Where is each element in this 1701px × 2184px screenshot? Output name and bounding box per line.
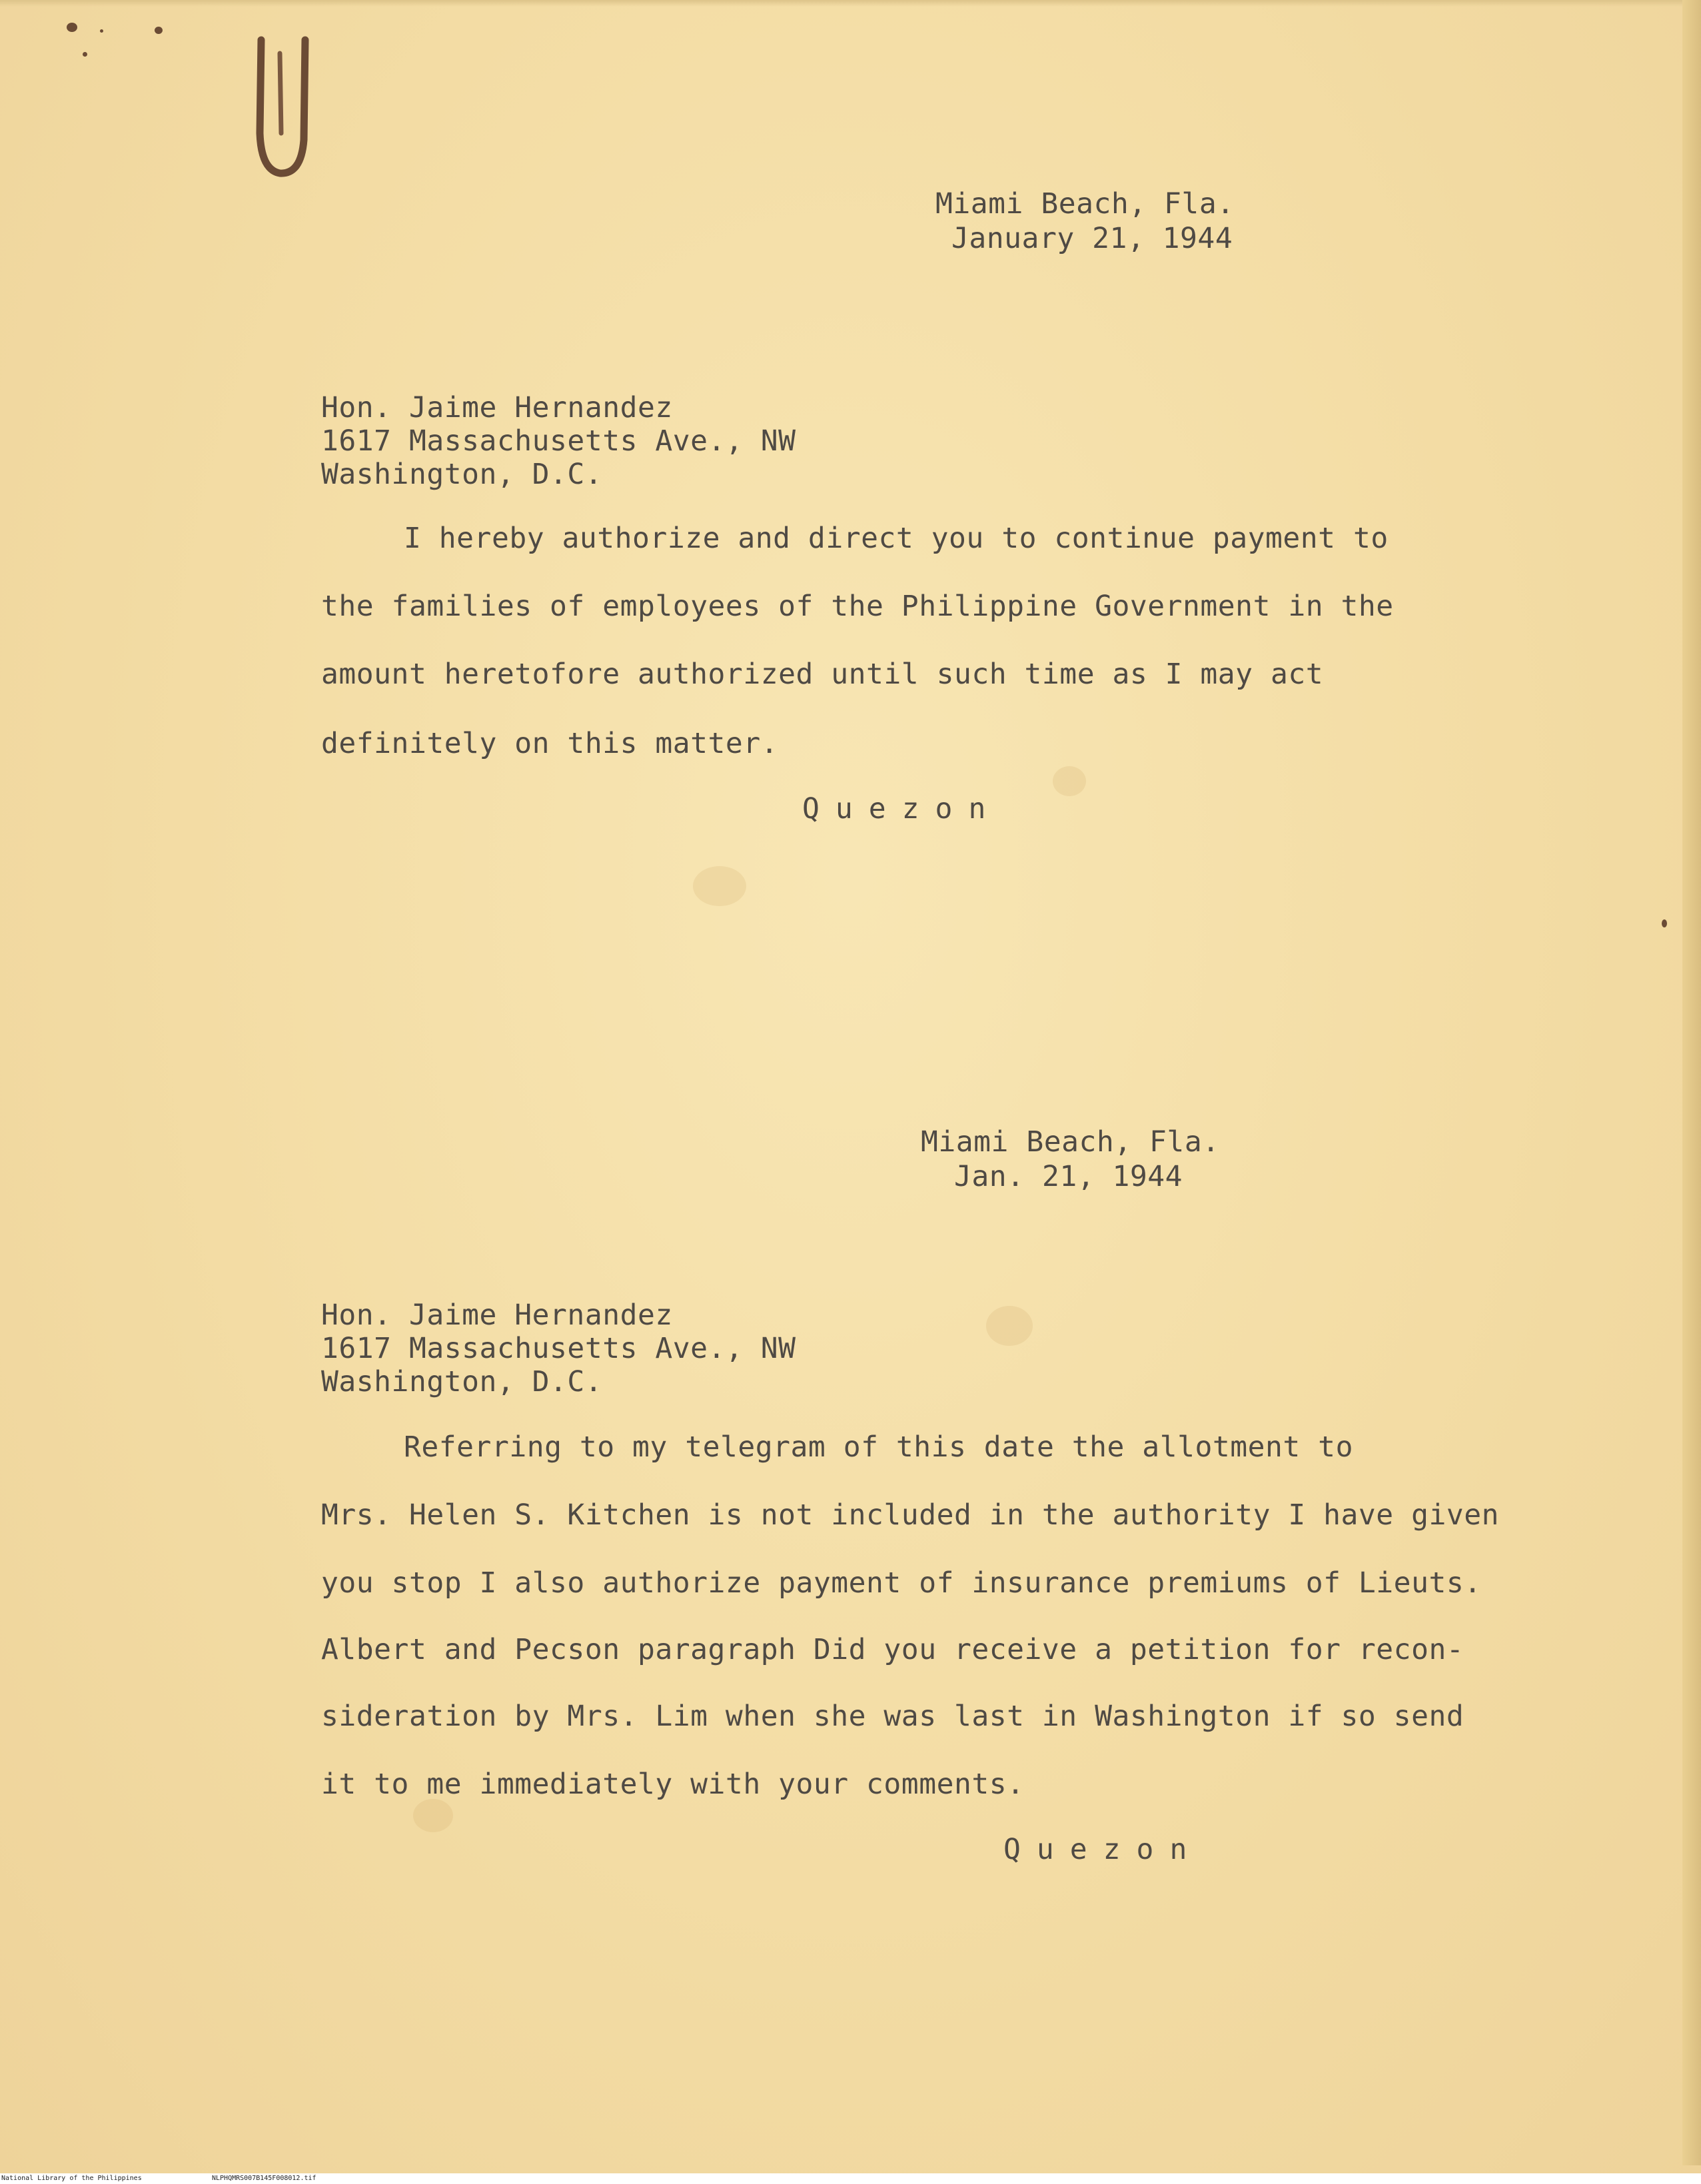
- letter1-addressee-name: Hon. Jaime Hernandez: [321, 391, 673, 424]
- letter1-body-line: amount heretofore authorized until such time as I may act: [321, 658, 1324, 691]
- letter2-addressee-street: 1617 Massachusetts Ave., NW: [321, 1332, 796, 1365]
- footer-filename: NLPHQMRS007B145F008012.tif: [212, 2175, 316, 2182]
- letter2-body-line: sideration by Mrs. Lim when she was last in Washington if so send: [321, 1700, 1464, 1733]
- paper-top-edge: [0, 0, 1701, 7]
- paper-right-edge: [1682, 0, 1701, 2165]
- paper-stain: [1053, 766, 1086, 796]
- footer-institution: National Library of the Philippines: [1, 2175, 142, 2182]
- paperclip-rust-mark: [253, 33, 313, 180]
- paper-stain: [986, 1306, 1033, 1346]
- letter2-body-line: Referring to my telegram of this date the allotment to: [404, 1430, 1353, 1464]
- letter1-place: Miami Beach, Fla.: [935, 187, 1235, 221]
- rust-speck: [83, 52, 87, 57]
- letter1-addressee-street: 1617 Massachusetts Ave., NW: [321, 424, 796, 458]
- letter1-addressee-city: Washington, D.C.: [321, 458, 603, 491]
- letter2-signature: Quezon: [1003, 1833, 1203, 1866]
- rust-speck: [67, 23, 77, 32]
- paper-stain: [693, 866, 746, 906]
- letter1-date: January 21, 1944: [951, 222, 1233, 255]
- letter1-signature: Quezon: [802, 792, 1002, 825]
- letter2-date: Jan. 21, 1944: [954, 1160, 1183, 1193]
- paper-stain: [413, 1799, 453, 1832]
- letter1-body-line: I hereby authorize and direct you to continue payment to: [404, 522, 1389, 555]
- letter2-body-line: you stop I also authorize payment of insurance premiums of Lieuts.: [321, 1566, 1482, 1600]
- letter2-addressee-city: Washington, D.C.: [321, 1365, 603, 1398]
- rust-speck: [1662, 919, 1667, 927]
- letter2-body-line: Mrs. Helen S. Kitchen is not included in the authority I have given: [321, 1498, 1500, 1532]
- rust-speck: [100, 29, 103, 33]
- letter2-body-line: it to me immediately with your comments.: [321, 1768, 1025, 1801]
- rust-speck: [155, 27, 163, 34]
- letter1-body-line: the families of employees of the Philippine Government in the: [321, 590, 1394, 623]
- letter2-body-line: Albert and Pecson paragraph Did you receive a petition for recon-: [321, 1633, 1464, 1666]
- letter2-place: Miami Beach, Fla.: [921, 1125, 1220, 1159]
- letter1-body-line: definitely on this matter.: [321, 727, 779, 760]
- letter2-addressee-name: Hon. Jaime Hernandez: [321, 1299, 673, 1332]
